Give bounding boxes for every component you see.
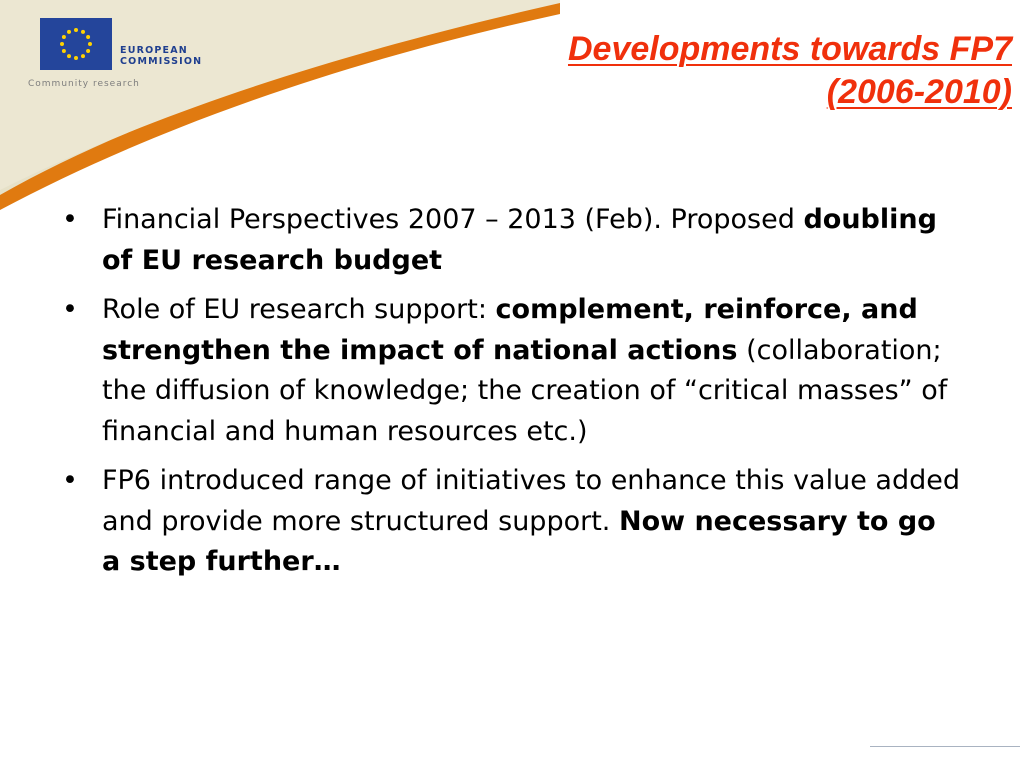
title-line-1: Developments towards FP7 [567, 30, 1012, 68]
bullet-item-role-of-eu-research [62, 290, 962, 452]
bullet-list [62, 200, 962, 592]
bullet-marker: • [62, 465, 78, 496]
bullet-item-financial-perspectives [62, 200, 962, 281]
bullet-bold-text: complement, reinforce, and strengthen the impact of national actions [102, 294, 918, 366]
bullet-marker: • [62, 294, 78, 325]
bullet-text-continued: (collaboration; the diffusion of knowledge; the creation of “critical masses” of financial and human resources etc.) [102, 334, 948, 447]
bullet-text: Role of EU research support: [102, 294, 496, 325]
bullet-text: Financial Perspectives 2007 – 2013 (Feb). Proposed [102, 204, 804, 235]
eu-flag-logo [40, 18, 112, 70]
bullet-item-fp6-initiatives [62, 461, 962, 583]
title-line-2: (2006-2010) [826, 73, 1012, 111]
logo-line-commission: COMMISSION [120, 56, 203, 67]
footer-divider [870, 746, 1020, 747]
bullet-bold-text: doubling of EU research budget [102, 204, 937, 276]
community-research-tagline: Community research [28, 79, 140, 89]
slide-title [392, 28, 1012, 114]
commission-wordmark [120, 45, 202, 67]
bullet-text: FP6 introduced range of initiatives to enhance this value added and provide more structured support. [102, 465, 960, 537]
bullet-bold-text: Now necessary to go a step further… [102, 505, 936, 577]
logo-line-european: EUROPEAN [120, 45, 188, 56]
bullet-marker: • [62, 204, 78, 235]
